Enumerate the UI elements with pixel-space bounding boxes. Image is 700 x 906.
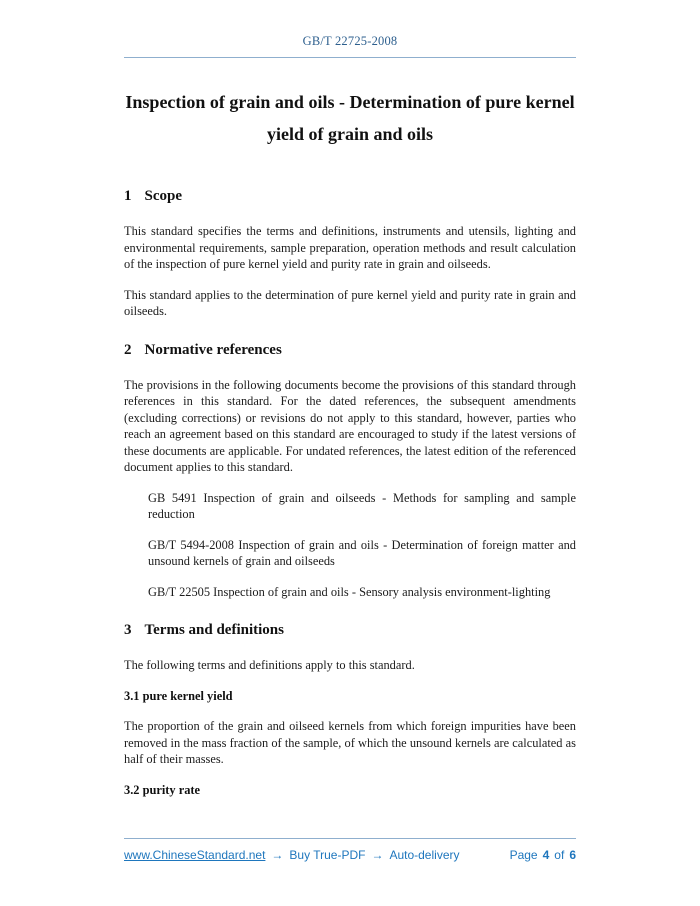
section-terms-and-definitions bbox=[124, 620, 576, 798]
term-3-1-definition: The proportion of the grain and oilseed kernels from which foreign impurities have been removed in the mass fraction of the sample, of which the unsound kernels are calculated as half of their masses. bbox=[124, 719, 576, 766]
page-header bbox=[0, 0, 700, 58]
term-3-2-heading: 3.2 purity rate bbox=[124, 782, 201, 797]
section-3-title: Terms and definitions bbox=[144, 622, 284, 638]
reference-item-2: GB/T 5494-2008 Inspection of grain and oils - Determination of foreign matter and unsound kernels of grain and oilseeds bbox=[148, 537, 576, 568]
arrow-icon: → bbox=[271, 848, 284, 862]
arrow-icon: → bbox=[371, 848, 384, 862]
document-title bbox=[124, 86, 576, 150]
document-body bbox=[0, 86, 700, 798]
page-indicator bbox=[510, 848, 576, 862]
footer-info bbox=[124, 848, 459, 862]
section-2-title: Normative references bbox=[144, 341, 282, 358]
auto-delivery-label: Auto-delivery bbox=[389, 848, 460, 862]
section-1-heading bbox=[124, 186, 576, 206]
term-3-1-heading: 3.1 pure kernel yield bbox=[124, 688, 233, 703]
document-title-line-1: Inspection of grain and oils - Determination of pure kernel bbox=[125, 92, 575, 112]
page-footer bbox=[124, 838, 576, 862]
section-2-number: 2 bbox=[124, 341, 132, 358]
section-3-number: 3 bbox=[124, 622, 132, 638]
section-scope bbox=[124, 186, 576, 320]
scope-paragraph-1: This standard specifies the terms and definitions, instruments and utensils, lighting and environmental requirements, sample preparation, operation methods and result calculation of the inspection of pure kernel yield and purity rate in grain and oilseeds. bbox=[124, 224, 576, 271]
page-of-label: of bbox=[554, 848, 565, 862]
reference-item-3: GB/T 22505 Inspection of grain and oils - Sensory analysis environment-lighting bbox=[148, 584, 551, 599]
page-total-number: 6 bbox=[569, 848, 576, 862]
section-1-title: Scope bbox=[144, 188, 182, 204]
normative-references-paragraph: The provisions in the following documents become the provisions of this standard through references in this standard. For the dated references, the subsequent amendments (excluding corrections) or revisions do not apply to this standard, however, parties who reach an agreement based on this standard are encouraged to study if the latest versions of these documents are applicable. For undated references, the latest edition of the referenced document applies to this standard. bbox=[124, 377, 576, 474]
page-current-number: 4 bbox=[542, 848, 550, 862]
scope-paragraph-2: This standard applies to the determination of pure kernel yield and purity rate in grain and oilseeds. bbox=[124, 287, 576, 318]
document-title-line-2: yield of grain and oils bbox=[266, 124, 434, 144]
section-3-heading bbox=[124, 620, 576, 640]
footer-website-link[interactable]: www.ChineseStandard.net bbox=[124, 848, 266, 862]
section-2-heading bbox=[124, 340, 576, 360]
reference-item-1: GB 5491 Inspection of grain and oilseeds - Methods for sampling and sample reduction bbox=[148, 490, 576, 521]
terms-intro-paragraph: The following terms and definitions apply to this standard. bbox=[124, 658, 415, 672]
header-rule bbox=[124, 57, 576, 58]
doc-number: GB/T 22725-2008 bbox=[302, 34, 398, 48]
section-1-number: 1 bbox=[124, 188, 132, 204]
section-normative-references bbox=[124, 340, 576, 601]
buy-true-pdf-label: Buy True-PDF bbox=[289, 848, 366, 862]
page-label: Page bbox=[509, 848, 538, 862]
